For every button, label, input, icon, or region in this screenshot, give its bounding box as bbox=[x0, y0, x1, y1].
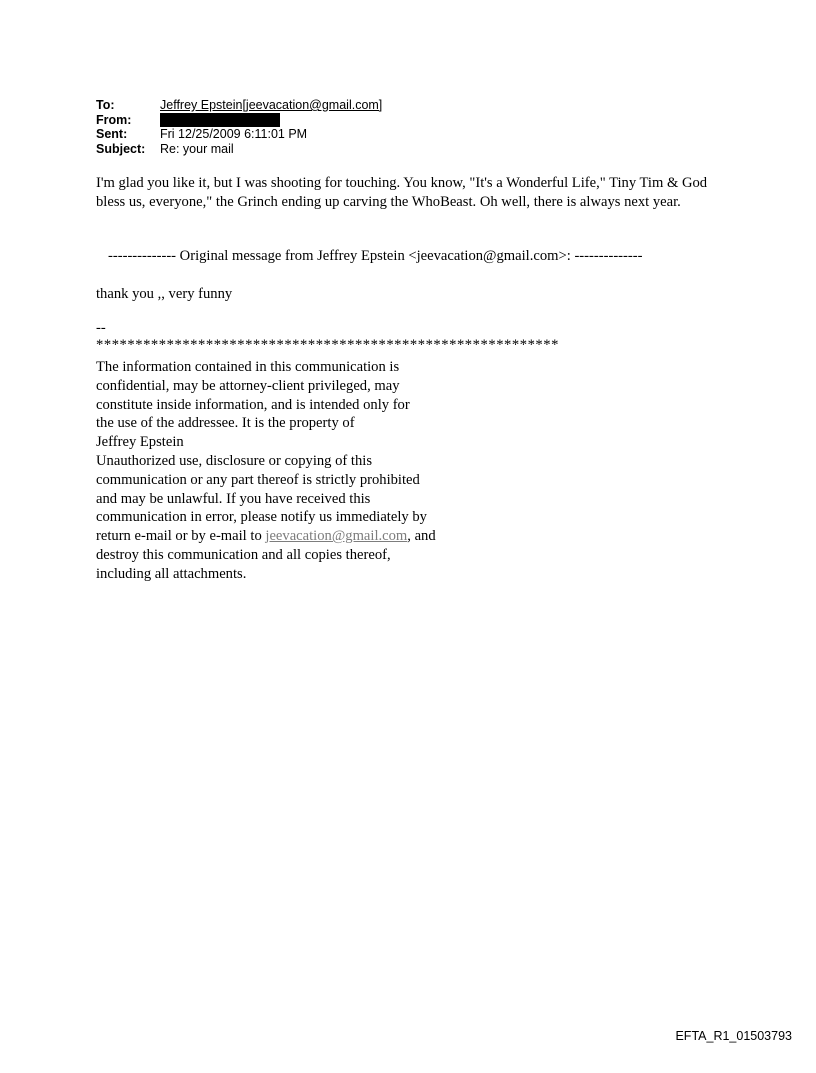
document-id: EFTA_R1_01503793 bbox=[675, 1029, 792, 1043]
signature-dashes: -- bbox=[96, 320, 106, 336]
disclaimer-notify-line bbox=[96, 527, 496, 546]
sent-value: Fri 12/25/2009 6:11:01 PM bbox=[160, 127, 308, 141]
to-label: To: bbox=[96, 98, 115, 112]
email-header bbox=[96, 98, 382, 156]
disclaimer-line: constitute inside information, and is intended only for bbox=[96, 396, 410, 413]
reply-text: thank you ,, very funny bbox=[96, 286, 233, 302]
disclaimer-line: and may be unlawful. If you have received this bbox=[96, 490, 371, 507]
to-row bbox=[96, 98, 382, 113]
disclaimer-line: confidential, may be attorney-client privileged, may bbox=[96, 377, 400, 394]
notify-suffix: , and bbox=[407, 528, 436, 545]
disclaimer-line: communication in error, please notify us immediately by bbox=[96, 509, 427, 526]
disclaimer-line: Unauthorized use, disclosure or copying of this bbox=[96, 452, 373, 469]
to-value: Jeffrey Epstein[jeevacation@gmail.com] bbox=[160, 98, 383, 112]
subject-value: Re: your mail bbox=[160, 141, 234, 156]
from-row bbox=[96, 113, 382, 128]
disclaimer-line: the use of the addressee. It is the property of bbox=[96, 415, 355, 432]
disclaimer-line: Jeffrey Epstein bbox=[96, 434, 184, 451]
disclaimer-line: including all attachments. bbox=[96, 565, 247, 582]
subject-label: Subject: bbox=[96, 141, 146, 156]
subject-row bbox=[96, 142, 382, 157]
notify-prefix: return e-mail or by e-mail to bbox=[96, 528, 266, 545]
original-message-separator: -------------- Original message from Jeffrey Epstein <jeevacation@gmail.com>: -------------- bbox=[108, 248, 643, 264]
disclaimer-line: communication or any part thereof is strictly prohibited bbox=[96, 471, 420, 488]
email-link[interactable]: jeevacation@gmail.com bbox=[265, 528, 408, 545]
sent-row bbox=[96, 127, 382, 142]
message-paragraph: I'm glad you like it, but I was shooting for touching. You know, "It's a Wonderful Life," Tiny Tim & God bless us, everyone," the Grinch ending up carving the WhoBeast. Oh well, there is always next year. bbox=[96, 175, 708, 210]
sent-label: Sent: bbox=[96, 127, 128, 141]
from-label: From: bbox=[96, 112, 132, 127]
disclaimer-line: destroy this communication and all copies thereof, bbox=[96, 546, 391, 563]
confidentiality-disclaimer bbox=[96, 358, 496, 584]
signature-stars: *********************************************************** bbox=[96, 337, 559, 353]
from-value bbox=[160, 113, 280, 128]
redaction-block bbox=[160, 113, 280, 127]
disclaimer-line: The information contained in this communication is bbox=[96, 359, 400, 375]
